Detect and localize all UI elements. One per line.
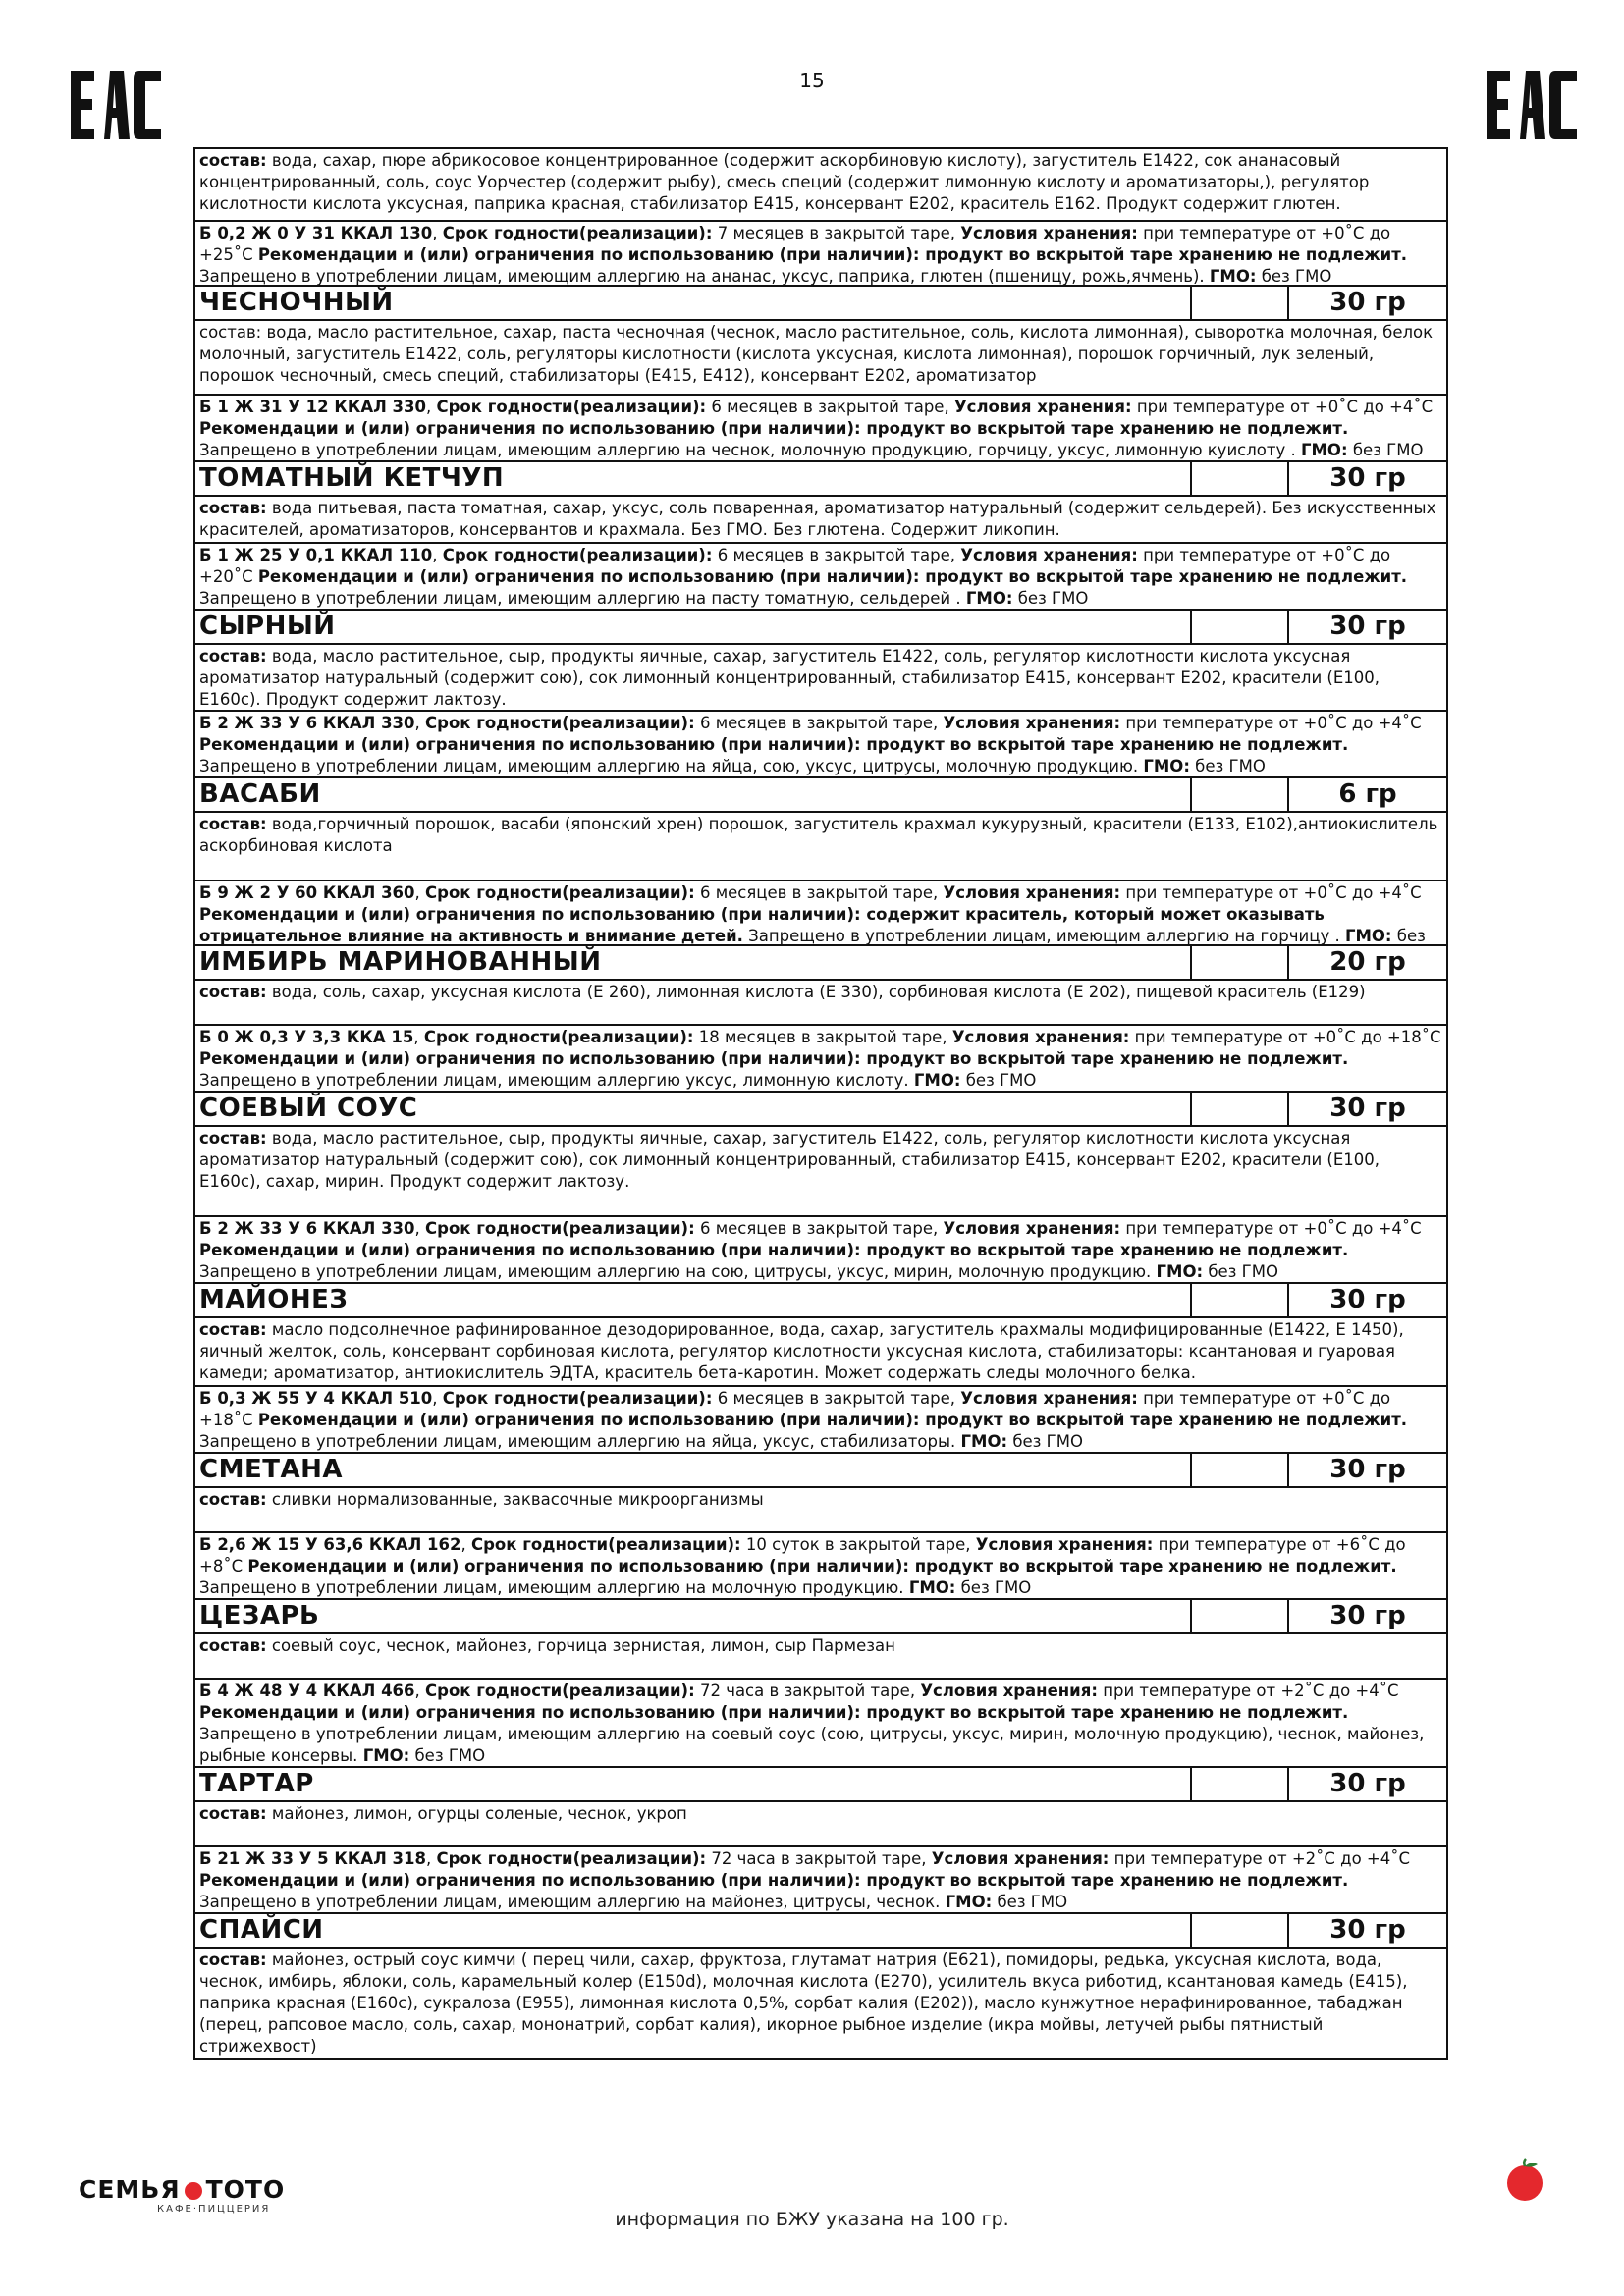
recommendations-label: Рекомендации и (или) ограничения по использованию (при наличии): продукт во вскрытой таре хранению не подлежит. — [257, 245, 1408, 264]
storage-label: Условия хранения: — [960, 224, 1138, 242]
product-header — [195, 1600, 1446, 1634]
gmo-value: без ГМО — [960, 1578, 1032, 1597]
storage-label: Условия хранения: — [931, 1849, 1110, 1868]
storage-conditions: при температуре от +0˚С до +4˚С — [1125, 883, 1422, 902]
product-header — [195, 462, 1446, 497]
composition-label: состав: — [199, 151, 267, 170]
composition-text: соевый соус, чеснок, майонез, горчица зернистая, лимон, сыр Пармезан — [271, 1636, 895, 1655]
storage-conditions: при температуре от +6˚С до +8˚С — [199, 1535, 1406, 1575]
allergy-warning: Запрещено в употреблении лицам, имеющим аллергию на яйца, сою, уксус, цитрусы, молочную продукцию. — [199, 757, 1139, 775]
shelf-life: 72 часа в закрытой таре, — [711, 1849, 927, 1868]
product-weight: 30 гр — [1287, 462, 1446, 495]
brand-subtitle: КАФЕ·ПИЦЦЕРИЯ — [157, 2204, 271, 2215]
bju-values: Б 0 Ж 0,3 У 3,3 ККА 15 — [199, 1028, 414, 1046]
composition-label: состав: — [199, 1950, 267, 1969]
page-number: 15 — [799, 69, 825, 92]
product-block — [195, 149, 1446, 285]
nutrition-info: Б 21 Ж 33 У 5 ККАЛ 318, Срок годности(реализации): 72 часа в закрытой таре, Условия хранения: при температуре от +2˚С до +4˚С Рекомендации и (или) ограничения по использованию (при наличии): продукт во вскрытой таре хранению не подлежит. Запрещено в употреблении лицам, имеющим аллергию на майонез, цитрусы, чеснок. ГМО: без ГМО — [195, 1845, 1446, 1912]
storage-label: Условия хранения: — [953, 398, 1132, 416]
product-block — [195, 1282, 1446, 1452]
nutrition-info: Б 9 Ж 2 У 60 ККАЛ 360, Срок годности(реализации): 6 месяцев в закрытой таре, Условия хранения: при температуре от +0˚С до +4˚С Рекомендации и (или) ограничения по использованию (при наличии): содержит краситель, который может оказывать отрицательное влияние на активность и внимание детей. Запрещено в употреблении лицам, имеющим аллергию на горчицу . ГМО: без — [195, 880, 1446, 944]
gmo-value: без ГМО — [1195, 757, 1266, 775]
recommendations-label: Рекомендации и (или) ограничения по использованию (при наличии): продукт во вскрытой таре хранению не подлежит. — [199, 1049, 1349, 1068]
eac-mark-icon — [67, 67, 165, 143]
product-name: ЧЕСНОЧНЫЙ — [199, 288, 394, 317]
composition-label: состав: — [199, 983, 267, 1001]
nutrition-info: Б 0,3 Ж 55 У 4 ККАЛ 510, Срок годности(реализации): 6 месяцев в закрытой таре, Условия хранения: при температуре от +0˚С до +18˚С Рекомендации и (или) ограничения по использованию (при наличии): продукт во вскрытой таре хранению не подлежит. Запрещено в употреблении лицам, имеющим аллергию на яйца, уксус, стабилизаторы. ГМО: без ГМО — [195, 1385, 1446, 1452]
allergy-warning: Запрещено в употреблении лицам, имеющим аллергию на майонез, цитрусы, чеснок. — [199, 1893, 941, 1911]
nutrition-info: Б 1 Ж 25 У 0,1 ККАЛ 110, Срок годности(реализации): 6 месяцев в закрытой таре, Условия хранения: при температуре от +0˚С до +20˚С Рекомендации и (или) ограничения по использованию (при наличии): продукт во вскрытой таре хранению не подлежит. Запрещено в употреблении лицам, имеющим аллергию на пасту томатную, сельдерей . ГМО: без ГМО — [195, 542, 1446, 609]
empty-cell — [1190, 778, 1287, 811]
composition — [195, 645, 1446, 710]
nutrition-info: Б 2 Ж 33 У 6 ККАЛ 330, Срок годности(реализации): 6 месяцев в закрытой таре, Условия хранения: при температуре от +0˚С до +4˚С Рекомендации и (или) ограничения по использованию (при наличии): продукт во вскрытой таре хранению не подлежит. Запрещено в употреблении лицам, имеющим аллергию на сою, цитрусы, уксус, мирин, молочную продукцию. ГМО: без ГМО — [195, 1215, 1446, 1282]
shelf-life: 6 месяцев в закрытой таре, — [699, 1219, 939, 1238]
storage-label: Условия хранения: — [943, 883, 1121, 902]
recommendations-label: Рекомендации и (или) ограничения по использованию (при наличии): продукт во вскрытой таре хранению не подлежит. — [247, 1557, 1397, 1575]
gmo-value: без ГМО — [414, 1746, 486, 1765]
product-weight: 30 гр — [1287, 1093, 1446, 1125]
composition-text: вода,горчичный порошок, васаби (японский хрен) порошок, загуститель крахмал кукурузный, красители (Е133, Е102),антиокислитель аскорбиновая кислота — [199, 815, 1438, 855]
tomato-icon — [1502, 2158, 1547, 2203]
product-block — [195, 944, 1446, 1091]
product-name: ВАСАБИ — [199, 779, 321, 809]
composition — [195, 1634, 1446, 1678]
bju-values: Б 0,2 Ж 0 У 31 ККАЛ 130 — [199, 224, 433, 242]
shelf-life: 72 часа в закрытой таре, — [699, 1682, 916, 1700]
composition — [195, 1802, 1446, 1845]
composition — [195, 1488, 1446, 1531]
gmo-value: без — [1396, 927, 1426, 945]
nutrition-info: Б 0,2 Ж 0 У 31 ККАЛ 130, Срок годности(реализации): 7 месяцев в закрытой таре, Условия хранения: при температуре от +0˚С до +25˚С Рекомендации и (или) ограничения по использованию (при наличии): продукт во вскрытой таре хранению не подлежит. Запрещено в употреблении лицам, имеющим аллергию на ананас, уксус, паприка, глютен (пшеницу, рожь,ячмень). ГМО: без ГМО — [195, 220, 1446, 285]
product-header — [195, 1914, 1446, 1949]
product-header — [195, 611, 1446, 645]
gmo-label: ГМО: — [1209, 267, 1257, 286]
gmo-label: ГМО: — [1156, 1262, 1204, 1281]
shelf-life: 6 месяцев в закрытой таре, — [711, 398, 949, 416]
recommendations-label: Рекомендации и (или) ограничения по использованию (при наличии): продукт во вскрытой таре хранению не подлежит. — [257, 567, 1408, 586]
product-header — [195, 1093, 1446, 1127]
empty-cell — [1190, 1600, 1287, 1632]
gmo-value: без ГМО — [1352, 441, 1424, 459]
bju-values: Б 1 Ж 31 У 12 ККАЛ 330 — [199, 398, 426, 416]
eac-mark-icon — [1483, 67, 1581, 143]
footer-note: информация по БЖУ указана на 100 гр. — [615, 2209, 1009, 2230]
allergy-warning: Запрещено в употреблении лицам, имеющим аллергию на чеснок, молочную продукцию, горчицу, уксус, лимонную куислоту . — [199, 441, 1296, 459]
composition-label: состав: — [199, 1320, 267, 1339]
storage-conditions: при температуре от +0˚С до +4˚С — [1125, 714, 1422, 732]
nutrition-info: Б 1 Ж 31 У 12 ККАЛ 330, Срок годности(реализации): 6 месяцев в закрытой таре, Условия хранения: при температуре от +0˚С до +4˚С Рекомендации и (или) ограничения по использованию (при наличии): продукт во вскрытой таре хранению не подлежит. Запрещено в употреблении лицам, имеющим аллергию на чеснок, молочную продукцию, горчицу, уксус, лимонную куислоту . ГМО: без ГМО — [195, 394, 1446, 460]
nutrition-info: Б 2,6 Ж 15 У 63,6 ККАЛ 162, Срок годности(реализации): 10 суток в закрытой таре, Условия хранения: при температуре от +6˚С до +8˚С Рекомендации и (или) ограничения по использованию (при наличии): продукт во вскрытой таре хранению не подлежит. Запрещено в употреблении лицам, имеющим аллергию на молочную продукцию. ГМО: без ГМО — [195, 1531, 1446, 1598]
empty-cell — [1190, 611, 1287, 643]
brand-name-left: СЕМЬЯ — [79, 2175, 181, 2204]
composition-text: вода, масло растительное, сыр, продукты яичные, сахар, загуститель Е1422, соль, регулятор кислотности кислота уксусная ароматизатор натуральный (содержит сою), сок лимонный концентрированный, стабилизатор Е415, консервант Е202, красители (Е100, Е160с). Продукт содержит лактозу. — [199, 647, 1380, 709]
product-weight: 30 гр — [1287, 287, 1446, 319]
composition-text: вода, масло растительное, сыр, продукты яичные, сахар, загуститель Е1422, соль, регулятор кислотности кислота уксусная ароматизатор натуральный (содержит сою), сок лимонный концентрированный, стабилизатор Е415, консервант Е202, красители (Е100, Е160с), сахар, мирин. Продукт содержит лактозу. — [199, 1129, 1380, 1191]
bju-values: Б 2,6 Ж 15 У 63,6 ККАЛ 162 — [199, 1535, 461, 1554]
shelf-life-label: Срок годности(реализации): — [436, 1849, 707, 1868]
product-block — [195, 460, 1446, 609]
product-name: СМЕТАНА — [199, 1455, 343, 1484]
product-name: ЦЕЗАРЬ — [199, 1601, 320, 1630]
product-block — [195, 1091, 1446, 1282]
allergy-warning: Запрещено в употреблении лицам, имеющим аллергию на ананас, уксус, паприка, глютен (пшеницу, рожь,ячмень). — [199, 267, 1205, 286]
empty-cell — [1190, 462, 1287, 495]
bju-values: Б 0,3 Ж 55 У 4 ККАЛ 510 — [199, 1389, 433, 1408]
gmo-value: без ГМО — [1012, 1432, 1083, 1451]
product-weight: 30 гр — [1287, 1600, 1446, 1632]
gmo-label: ГМО: — [960, 1432, 1008, 1451]
composition-text: вода, сахар, пюре абрикосовое концентрированное (содержит аскорбиновую кислоту), загуститель Е1422, сок ананасовый концентрированный, соль, соус Уорчестер (содержит рыбу), смесь специй (содержит лимонную кислоту и ароматизаторы,), регулятор кислотности кислота уксусная, паприка красная, стабилизатор Е415, консервант Е202, краситель Е162. Продукт содержит глютен. — [199, 151, 1370, 213]
shelf-life-label: Срок годности(реализации): — [442, 224, 713, 242]
bju-values: Б 1 Ж 25 У 0,1 ККАЛ 110 — [199, 546, 433, 564]
product-weight: 30 гр — [1287, 1768, 1446, 1800]
bju-values: Б 9 Ж 2 У 60 ККАЛ 360 — [199, 883, 415, 902]
gmo-value: без ГМО — [1208, 1262, 1278, 1281]
product-name: СОЕВЫЙ СОУС — [199, 1094, 418, 1123]
product-name: СЫРНЫЙ — [199, 612, 336, 641]
shelf-life-label: Срок годности(реализации): — [442, 546, 713, 564]
shelf-life-label: Срок годности(реализации): — [442, 1389, 713, 1408]
gmo-value: без ГМО — [1261, 267, 1332, 286]
composition-text: вода питьевая, паста томатная, сахар, уксус, соль поваренная, ароматизатор натуральный (содержит сельдерей). Без искусственных красителей, ароматизаторов, консервантов и крахмала. Без ГМО. Без глютена. Содержит ликопин. — [199, 499, 1436, 539]
shelf-life-label: Срок годности(реализации): — [425, 1682, 695, 1700]
allergy-warning: Запрещено в употреблении лицам, имеющим аллергию на пасту томатную, сельдерей . — [199, 589, 961, 608]
gmo-value: без ГМО — [965, 1071, 1037, 1090]
product-weight: 30 гр — [1287, 1914, 1446, 1947]
allergy-warning: Запрещено в употреблении лицам, имеющим аллергию на соевый соус (сою, цитрусы, уксус, мирин, молочную продукцию), чеснок, майонез, рыбные консервы. — [199, 1725, 1425, 1765]
composition — [195, 1318, 1446, 1385]
gmo-label: ГМО: — [945, 1893, 993, 1911]
product-block — [195, 1766, 1446, 1912]
product-name: ТОМАТНЫЙ КЕТЧУП — [199, 463, 505, 493]
shelf-life-label: Срок годности(реализации): — [423, 1028, 694, 1046]
product-weight: 30 гр — [1287, 1284, 1446, 1316]
shelf-life: 18 месяцев в закрытой таре, — [698, 1028, 947, 1046]
shelf-life: 6 месяцев в закрытой таре, — [717, 1389, 955, 1408]
recommendations-label: Рекомендации и (или) ограничения по использованию (при наличии): содержит краситель, который может оказывать отрицательное влияние на активность и внимание детей. — [199, 905, 1325, 945]
product-header — [195, 778, 1446, 813]
product-name: ТАРТАР — [199, 1769, 314, 1798]
bju-values: Б 2 Ж 33 У 6 ККАЛ 330 — [199, 714, 415, 732]
bju-values: Б 21 Ж 33 У 5 ККАЛ 318 — [199, 1849, 426, 1868]
empty-cell — [1190, 946, 1287, 979]
recommendations-label: Рекомендации и (или) ограничения по использованию (при наличии): продукт во вскрытой таре хранению не подлежит. — [199, 735, 1349, 754]
bju-values: Б 2 Ж 33 У 6 ККАЛ 330 — [199, 1219, 415, 1238]
product-header — [195, 1454, 1446, 1488]
composition-label: состав: — [199, 499, 267, 517]
composition-label: состав: — [199, 1804, 267, 1823]
product-name: ИМБИРЬ МАРИНОВАННЫЙ — [199, 947, 602, 977]
composition-text: майонез, лимон, огурцы соленые, чеснок, укроп — [271, 1804, 687, 1823]
storage-conditions: при температуре от +0˚С до +18˚С — [1134, 1028, 1441, 1046]
storage-conditions: при температуре от +2˚С до +4˚С — [1113, 1849, 1410, 1868]
storage-label: Условия хранения: — [975, 1535, 1154, 1554]
gmo-label: ГМО: — [1301, 441, 1348, 459]
shelf-life: 7 месяцев в закрытой таре, — [717, 224, 955, 242]
composition-label: состав: — [199, 815, 267, 833]
gmo-label: ГМО: — [1143, 757, 1190, 775]
composition — [195, 981, 1446, 1024]
recommendations-label: Рекомендации и (или) ограничения по использованию (при наличии): продукт во вскрытой таре хранению не подлежит. — [199, 1703, 1349, 1722]
storage-conditions: при температуре от +0˚С до +4˚С — [1125, 1219, 1422, 1238]
shelf-life-label: Срок годности(реализации): — [425, 1219, 695, 1238]
gmo-value: без ГМО — [1017, 589, 1089, 608]
storage-label: Условия хранения: — [960, 546, 1138, 564]
allergy-warning: Запрещено в употреблении лицам, имеющим аллергию уксус, лимонную кислоту. — [199, 1071, 909, 1090]
composition — [195, 813, 1446, 880]
empty-cell — [1190, 1914, 1287, 1947]
composition — [195, 1127, 1446, 1215]
empty-cell — [1190, 1454, 1287, 1486]
product-spec-table — [193, 147, 1448, 2060]
composition-label: состав: — [199, 1129, 267, 1148]
eac-logo-right — [1483, 67, 1581, 143]
tomato-dot-icon — [185, 2182, 202, 2200]
product-block — [195, 1452, 1446, 1598]
storage-conditions: при температуре от +0˚С до +4˚С — [1136, 398, 1434, 416]
empty-cell — [1190, 287, 1287, 319]
recommendations-label: Рекомендации и (или) ограничения по использованию (при наличии): продукт во вскрытой таре хранению не подлежит. — [257, 1411, 1408, 1429]
product-block — [195, 1912, 1446, 2058]
composition — [195, 321, 1446, 394]
storage-conditions: при температуре от +2˚С до +4˚С — [1103, 1682, 1399, 1700]
product-name: СПАЙСИ — [199, 1915, 324, 1945]
recommendations-label: Рекомендации и (или) ограничения по использованию (при наличии): продукт во вскрытой таре хранению не подлежит. — [199, 419, 1349, 438]
shelf-life-label: Срок годности(реализации): — [471, 1535, 741, 1554]
shelf-life-label: Срок годности(реализации): — [425, 883, 695, 902]
storage-conditions: при температуре от +0˚С до +20˚С — [199, 546, 1391, 586]
composition-text: сливки нормализованные, заквасочные микроорганизмы — [271, 1490, 764, 1509]
nutrition-info: Б 4 Ж 48 У 4 ККАЛ 466, Срок годности(реализации): 72 часа в закрытой таре, Условия хранения: при температуре от +2˚С до +4˚С Рекомендации и (или) ограничения по использованию (при наличии): продукт во вскрытой таре хранению не подлежит. Запрещено в употреблении лицам, имеющим аллергию на соевый соус (сою, цитрусы, уксус, мирин, молочную продукцию), чеснок, майонез, рыбные консервы. ГМО: без ГМО — [195, 1678, 1446, 1766]
shelf-life: 6 месяцев в закрытой таре, — [699, 714, 939, 732]
product-weight: 20 гр — [1287, 946, 1446, 979]
nutrition-info: Б 0 Ж 0,3 У 3,3 ККА 15, Срок годности(реализации): 18 месяцев в закрытой таре, Условия хранения: при температуре от +0˚С до +18˚С Рекомендации и (или) ограничения по использованию (при наличии): продукт во вскрытой таре хранению не подлежит. Запрещено в употреблении лицам, имеющим аллергию уксус, лимонную кислоту. ГМО: без ГМО — [195, 1024, 1446, 1091]
gmo-label: ГМО: — [1344, 927, 1392, 945]
product-block — [195, 285, 1446, 460]
empty-cell — [1190, 1284, 1287, 1316]
composition-text: состав: вода, масло растительное, сахар, паста чесночная (чеснок, масло растительное, соль, кислота лимонная), сыворотка молочная, белок молочный, загуститель Е1422, соль, регуляторы кислотности (кислота уксусная, кислота лимонная), порошок горчичный, лук зеленый, порошок чесночный, смесь специй, стабилизаторы (Е415, Е412), консервант Е202, ароматизатор — [199, 323, 1434, 385]
shelf-life-label: Срок годности(реализации): — [436, 398, 707, 416]
shelf-life: 6 месяцев в закрытой таре, — [699, 883, 939, 902]
gmo-label: ГМО: — [362, 1746, 410, 1765]
product-block — [195, 609, 1446, 776]
gmo-label: ГМО: — [913, 1071, 961, 1090]
product-header — [195, 1284, 1446, 1318]
shelf-life-label: Срок годности(реализации): — [425, 714, 695, 732]
product-weight: 30 гр — [1287, 611, 1446, 643]
composition-label: состав: — [199, 1490, 267, 1509]
composition — [195, 1949, 1446, 2058]
shelf-life: 6 месяцев в закрытой таре, — [717, 546, 955, 564]
storage-label: Условия хранения: — [960, 1389, 1138, 1408]
allergy-warning: Запрещено в употреблении лицам, имеющим аллергию на молочную продукцию. — [199, 1578, 904, 1597]
allergy-warning: Запрещено в употреблении лицам, имеющим аллергию на яйца, уксус, стабилизаторы. — [199, 1432, 956, 1451]
composition-text: майонез, острый соус кимчи ( перец чили, сахар, фруктоза, глутамат натрия (Е621), помидоры, редька, уксусная кислота, вода, чеснок, имбирь, яблоки, соль, карамельный колер (Е150d), молочная кислота (Е270), усилитель вкуса риботид, ксантановая камедь (Е415), паприка красная (Е160с), сукралоза (Е955), лимонная кислота 0,5%, сорбат калия (Е202)), масло кунжутное нерафинированное, табаджан (перец, рапсовое масло, соль, сахар, мононатрий, сорбат калия), икорное рыбное изделие (икра мойвы, летучей рыбы пятнистый стрижехвост) — [199, 1950, 1408, 2056]
shelf-life: 10 суток в закрытой таре, — [745, 1535, 971, 1554]
product-block — [195, 776, 1446, 944]
recommendations-label: Рекомендации и (или) ограничения по использованию (при наличии): продукт во вскрытой таре хранению не подлежит. — [199, 1871, 1349, 1890]
allergy-warning: Запрещено в употреблении лицам, имеющим аллергию на сою, цитрусы, уксус, мирин, молочную продукцию. — [199, 1262, 1152, 1281]
product-block — [195, 1598, 1446, 1766]
product-header — [195, 1768, 1446, 1802]
bju-values: Б 4 Ж 48 У 4 ККАЛ 466 — [199, 1682, 415, 1700]
storage-label: Условия хранения: — [943, 714, 1121, 732]
product-weight: 30 гр — [1287, 1454, 1446, 1486]
gmo-label: ГМО: — [965, 589, 1013, 608]
product-header — [195, 946, 1446, 981]
empty-cell — [1190, 1093, 1287, 1125]
storage-label: Условия хранения: — [943, 1219, 1121, 1238]
nutrition-info: Б 2 Ж 33 У 6 ККАЛ 330, Срок годности(реализации): 6 месяцев в закрытой таре, Условия хранения: при температуре от +0˚С до +4˚С Рекомендации и (или) ограничения по использованию (при наличии): продукт во вскрытой таре хранению не подлежит. Запрещено в употреблении лицам, имеющим аллергию на яйца, сою, уксус, цитрусы, молочную продукцию. ГМО: без ГМО — [195, 710, 1446, 776]
brand-name-right: ТОТО — [205, 2175, 286, 2204]
product-weight: 6 гр — [1287, 778, 1446, 811]
storage-conditions: при температуре от +0˚С до +25˚С — [199, 224, 1391, 264]
composition-label: состав: — [199, 1636, 267, 1655]
composition — [195, 497, 1446, 542]
gmo-label: ГМО: — [908, 1578, 956, 1597]
storage-label: Условия хранения: — [920, 1682, 1098, 1700]
product-name: МАЙОНЕЗ — [199, 1285, 349, 1314]
composition-label: состав: — [199, 647, 267, 666]
eac-logo-left — [67, 67, 165, 143]
allergy-warning: Запрещено в употреблении лицам, имеющим аллергию на горчицу . — [748, 927, 1340, 945]
composition-text: масло подсолнечное рафинированное дезодорированное, вода, сахар, загуститель крахмалы модифицированные (Е1422, Е 1450), яичный желток, соль, консервант сорбиновая кислота, регулятор кислотности уксусная кислота, стабилизаторы: ксантановая и гуаровая камеди; ароматизатор, антиокислитель ЭДТА, краситель бета-каротин. Может содержать следы молочного белка. — [199, 1320, 1404, 1382]
storage-label: Условия хранения: — [951, 1028, 1130, 1046]
recommendations-label: Рекомендации и (или) ограничения по использованию (при наличии): продукт во вскрытой таре хранению не подлежит. — [199, 1241, 1349, 1259]
gmo-value: без ГМО — [997, 1893, 1068, 1911]
storage-conditions: при температуре от +0˚С до +18˚С — [199, 1389, 1391, 1429]
product-header — [195, 287, 1446, 321]
empty-cell — [1190, 1768, 1287, 1800]
composition — [195, 149, 1446, 220]
composition-text: вода, соль, сахар, уксусная кислота (Е 260), лимонная кислота (Е 330), сорбиновая кислота (Е 202), пищевой краситель (Е129) — [271, 983, 1366, 1001]
